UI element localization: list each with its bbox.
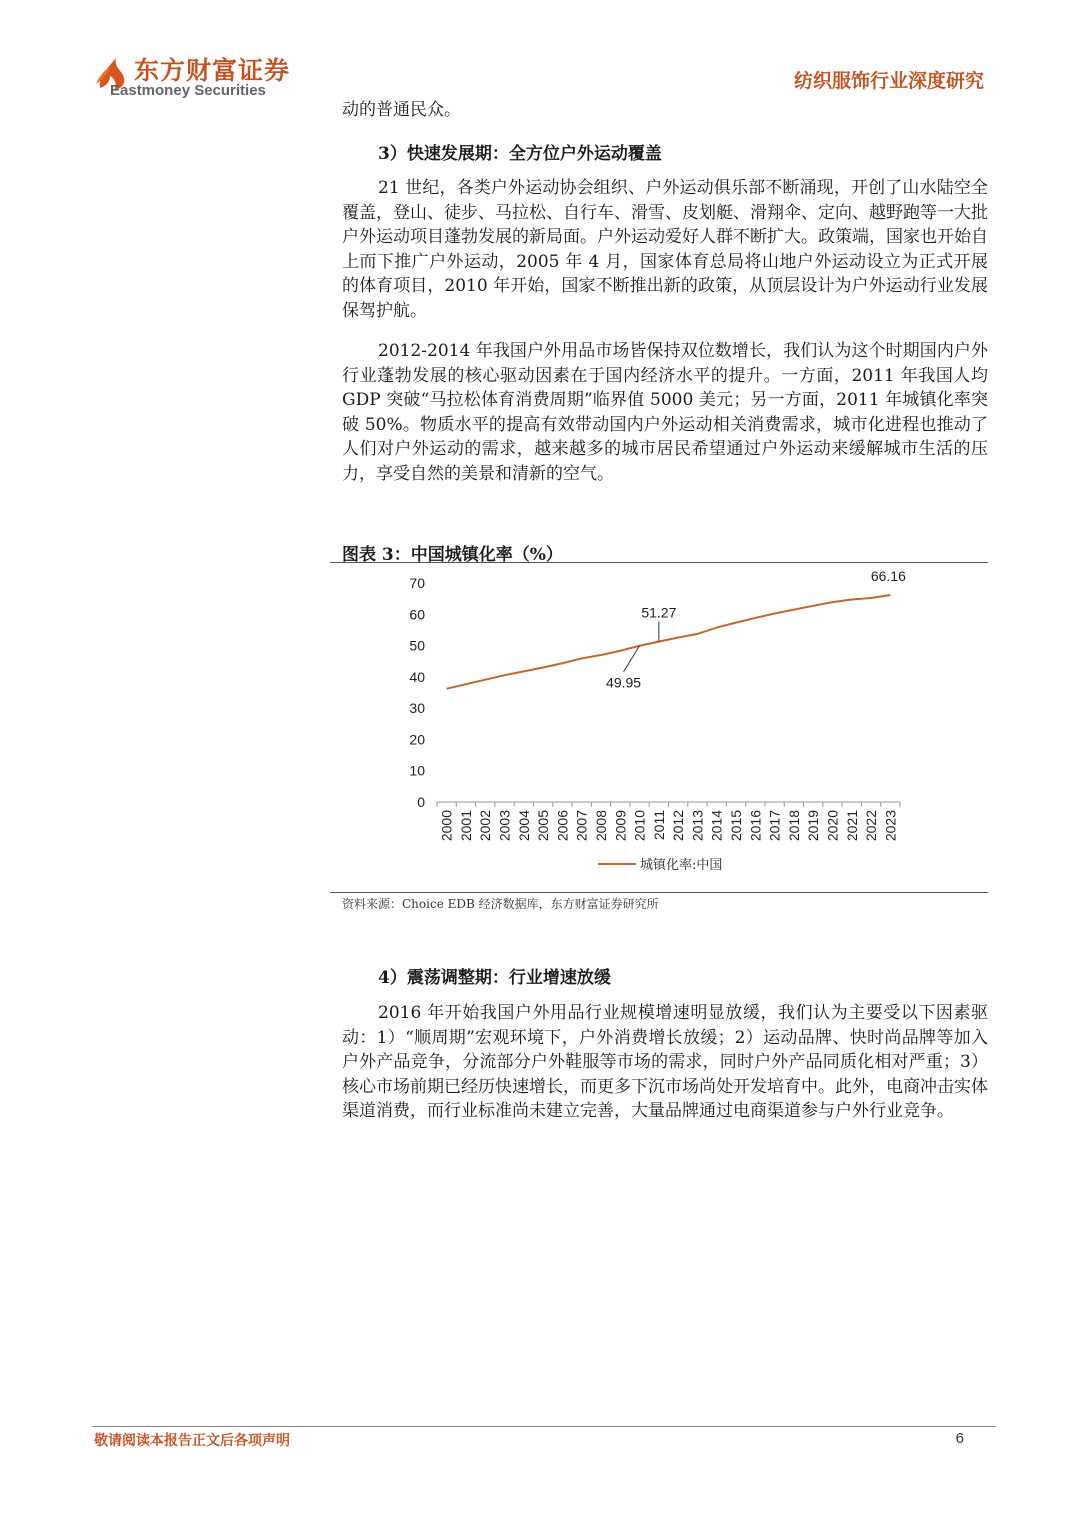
x-tick-label: 2017 bbox=[766, 810, 783, 842]
x-tick-label: 2000 bbox=[438, 810, 455, 842]
x-tick-label: 2019 bbox=[805, 810, 822, 842]
y-tick-label: 70 bbox=[409, 575, 425, 591]
x-tick-label: 2006 bbox=[554, 810, 571, 842]
x-tick-label: 2007 bbox=[573, 810, 590, 842]
figure-bottom-rule bbox=[330, 892, 988, 893]
brand-name-en: Eastmoney Securities bbox=[110, 82, 266, 99]
y-tick-label: 20 bbox=[409, 731, 425, 748]
figure-title: 图表 3：中国城镇化率（%） bbox=[342, 545, 563, 565]
x-tick-label: 2003 bbox=[496, 810, 513, 842]
section3-paragraph-1: 21 世纪，各类户外运动协会组织、户外运动俱乐部不断涌现，开创了山水陆空全覆盖，登山、徒步、马拉松、自行车、滑雪、皮划艇、滑翔伞、定向、越野跑等一大批户外运动项目蓬勃发展的新局面。户外运动爱好人群不断扩大。政策端，国家也开始自上而下推广户外运动，2005 年 4 月，国家体育总局将山地户外运动设立为正式开展的体育项目，2010 年开始，国家不断推出新的政策，从顶层设计为户外运动行业发展保驾护航。 bbox=[342, 178, 988, 321]
report-type: 纺织服饰行业深度研究 bbox=[793, 70, 984, 92]
x-tick-label: 2015 bbox=[728, 810, 745, 842]
section4-heading: 4）震荡调整期：行业增速放缓 bbox=[378, 968, 611, 988]
x-tick-label: 2004 bbox=[515, 810, 532, 842]
section3-paragraph-2: 2012-2014 年我国户外用品市场皆保持双位数增长，我们认为这个时期国内户外行业蓬勃发展的核心驱动因素在于国内经济水平的提升。一方面，2011 年我国人均 GDP 突破“马拉松体育消费周期”临界值 5000 美元；另一方面，2011 年城镇化率突破 50%。物质水平的提高有效带动国内户外运动相关消费需求，城市化进程也推动了人们对户外运动的需求，越来越多的城市居民希望通过户外运动来缓解城市生活的压力，享受自然的美景和清新的空气。 bbox=[342, 341, 988, 484]
brand-name-cn: 东方财富证券 bbox=[134, 56, 291, 85]
footer-rule bbox=[92, 1426, 996, 1427]
y-tick-label: 60 bbox=[409, 606, 425, 623]
x-tick-label: 2016 bbox=[747, 810, 764, 842]
legend-label: 城镇化率:中国 bbox=[640, 858, 723, 873]
x-tick-label: 2011 bbox=[650, 810, 667, 841]
x-tick-label: 2009 bbox=[612, 810, 629, 842]
x-tick-label: 2022 bbox=[863, 810, 880, 842]
x-tick-label: 2020 bbox=[824, 810, 841, 842]
x-tick-label: 2018 bbox=[785, 810, 802, 842]
footer-disclaimer: 敬请阅读本报告正文后各项声明 bbox=[94, 1433, 290, 1449]
x-tick-label: 2010 bbox=[631, 810, 648, 842]
x-tick-label: 2021 bbox=[843, 810, 860, 842]
figure-top-rule bbox=[330, 562, 988, 563]
section3-heading: 3）快速发展期：全方位户外运动覆盖 bbox=[378, 144, 662, 164]
page-number: 6 bbox=[955, 1430, 964, 1447]
y-tick-label: 30 bbox=[409, 700, 425, 717]
y-tick-label: 50 bbox=[409, 637, 425, 654]
x-tick-label: 2013 bbox=[689, 810, 706, 842]
x-tick-label: 2023 bbox=[882, 810, 899, 842]
x-tick-label: 2002 bbox=[477, 810, 494, 842]
data-label-2011: 51.27 bbox=[641, 604, 677, 621]
urbanization-line-chart bbox=[330, 565, 990, 890]
x-tick-label: 2012 bbox=[670, 810, 687, 842]
paragraph-intro-tail: 动的普通民众。 bbox=[342, 100, 461, 120]
y-tick-label: 10 bbox=[409, 762, 425, 779]
brand-logo bbox=[94, 52, 324, 102]
data-label-2023: 66.16 bbox=[870, 568, 906, 585]
y-tick-label: 0 bbox=[417, 794, 425, 810]
y-tick-label: 40 bbox=[409, 668, 425, 685]
data-label-2010: 49.95 bbox=[606, 674, 642, 691]
x-tick-label: 2008 bbox=[592, 810, 609, 842]
x-tick-label: 2001 bbox=[457, 810, 474, 842]
section4-paragraph-1: 2016 年开始我国户外用品行业规模增速明显放缓，我们认为主要受以下因素驱动：1）“顺周期”宏观环境下，户外消费增长放缓；2）运动品牌、快时尚品牌等加入户外产品竞争，分流部分户外鞋服等市场的需求，同时户外产品同质化相对严重；3）核心市场前期已经历快速增长，而更多下沉市场尚处开发培育中。此外，电商冲击实体渠道消费，而行业标准尚未建立完善，大量品牌通过电商渠道参与户外行业竞争。 bbox=[342, 1003, 988, 1122]
x-tick-label: 2014 bbox=[708, 810, 725, 842]
x-tick-label: 2005 bbox=[535, 810, 552, 842]
figure-source: 资料来源：Choice EDB 经济数据库，东方财富证券研究所 bbox=[342, 897, 659, 911]
